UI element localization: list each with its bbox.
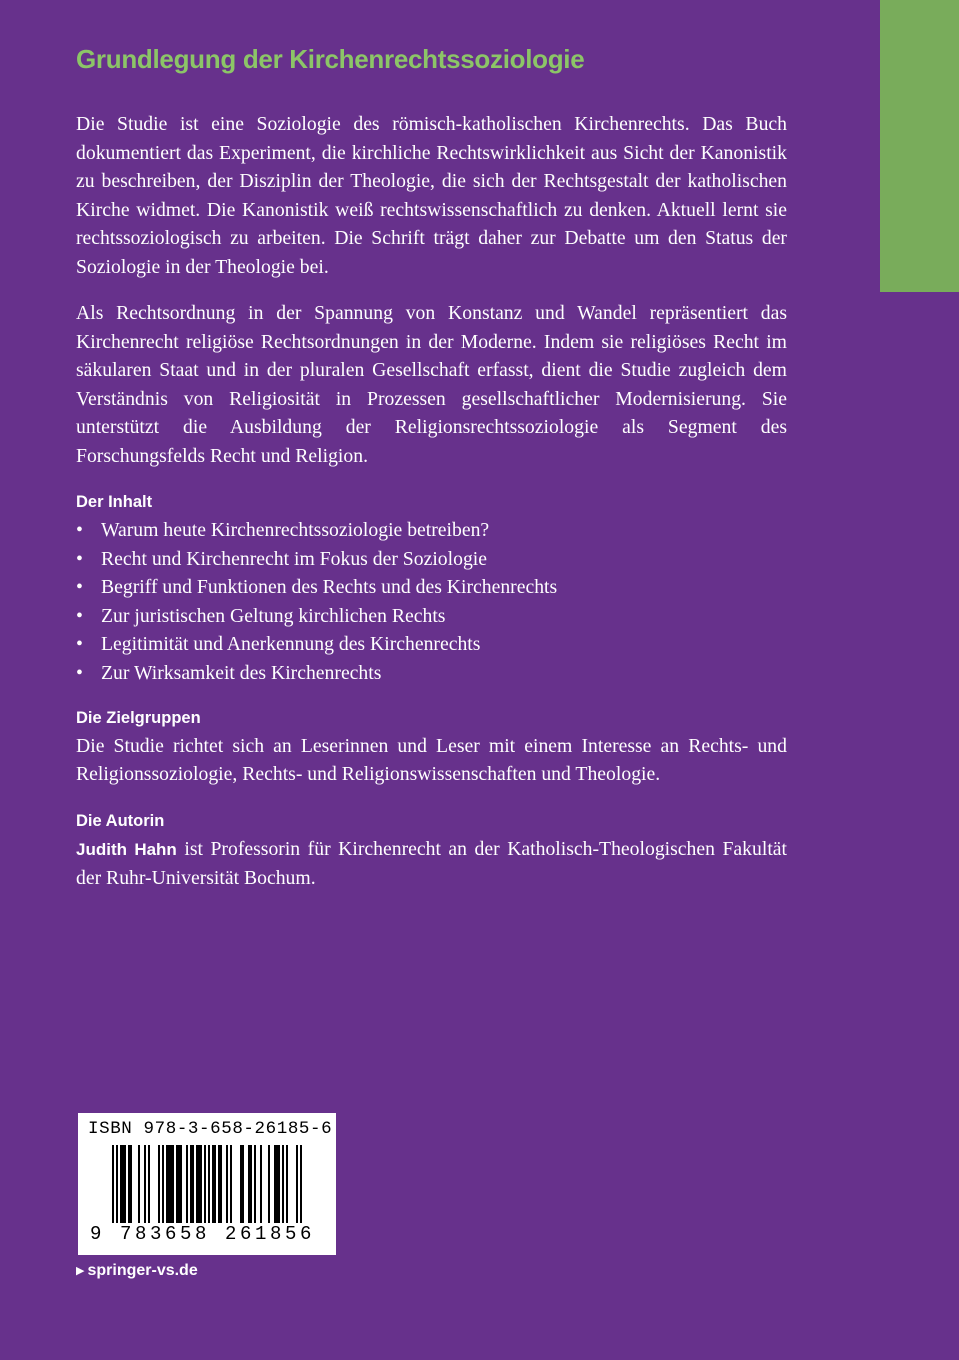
isbn-barcode xyxy=(78,1113,336,1255)
barcode-bar xyxy=(198,1145,200,1229)
publisher-link[interactable] xyxy=(76,1262,198,1280)
barcode-bar xyxy=(170,1145,172,1229)
barcode-bar xyxy=(168,1145,170,1229)
barcode-bar xyxy=(254,1145,256,1229)
barcode-bar xyxy=(172,1145,174,1229)
barcode-bar xyxy=(248,1145,250,1229)
zielgruppen-section xyxy=(76,704,787,789)
autorin-text xyxy=(76,835,787,893)
barcode-bar xyxy=(176,1145,178,1229)
barcode-bar xyxy=(138,1145,140,1229)
bullet-icon: • xyxy=(76,576,83,599)
list-item: • Legitimität und Anerkennung des Kirchenrechts xyxy=(76,630,787,659)
barcode-bar xyxy=(192,1145,194,1229)
barcode-bar xyxy=(282,1145,284,1229)
autorin-section xyxy=(76,807,787,893)
barcode-bar xyxy=(122,1145,124,1229)
bullet-icon: • xyxy=(76,633,83,656)
barcode-bar xyxy=(212,1145,214,1229)
zielgruppen-text: Die Studie richtet sich an Leserinnen und Leser mit einem Interesse an Rechts- und Religionssoziologie, Rechts- und Religionswissenschaften und Theologie. xyxy=(76,734,787,786)
barcode-bar xyxy=(124,1145,126,1229)
list-item: • Zur Wirksamkeit des Kirchenrechts xyxy=(76,659,787,688)
inhalt-section xyxy=(76,488,787,688)
barcode-bar xyxy=(240,1145,242,1229)
inhalt-heading: Der Inhalt xyxy=(76,493,153,511)
book-title: Grundlegung der Kirchenrechtssoziologie xyxy=(76,44,585,74)
barcode-bar xyxy=(250,1145,252,1229)
barcode-bar xyxy=(214,1145,216,1229)
barcode-bar xyxy=(226,1145,228,1229)
barcode-bar xyxy=(220,1145,222,1229)
autorin-heading: Die Autorin xyxy=(76,811,165,830)
barcode-bar xyxy=(180,1145,182,1229)
barcode-bar xyxy=(120,1145,122,1229)
barcode-bar xyxy=(196,1145,198,1229)
list-item: • Begriff und Funktionen des Rechts und des Kirchenrechts xyxy=(76,573,787,602)
intro-paragraph-1: Die Studie ist eine Soziologie des römisch-katholischen Kirchenrechts. Das Buch dokumentiert das Experiment, die kirchliche Rechtswirklichkeit aus Sicht der Kanonistik zu beschreiben, der Disziplin der Theologie, die sich der Rechtsgestalt der katholischen Kirche widmet. Die Kanonistik weiß rechtswissenschaftlich zu denken. Aktuell lernt sie rechtssoziologisch zu arbeiten. Die Schrift trägt daher zur Debatte um den Status der Soziologie in der Theologie bei. xyxy=(76,113,787,278)
publisher-url: springer-vs.de xyxy=(87,1262,198,1279)
list-item: • Recht und Kirchenrecht im Fokus der Soziologie xyxy=(76,545,787,574)
barcode-bar xyxy=(274,1145,276,1229)
bullet-icon: • xyxy=(76,604,83,627)
green-tab-accent xyxy=(880,0,959,292)
bullet-icon: • xyxy=(76,661,83,684)
barcode-bar xyxy=(200,1145,202,1229)
bullet-icon: • xyxy=(76,547,83,570)
barcode-bar xyxy=(230,1145,232,1229)
play-arrow-icon: ▶ xyxy=(76,1265,85,1277)
barcode-bar xyxy=(276,1145,278,1229)
barcode-bar xyxy=(178,1145,180,1229)
barcode-bar xyxy=(162,1145,164,1229)
blurb-content xyxy=(76,110,787,911)
intro-paragraph-2: Als Rechtsordnung in der Spannung von Konstanz und Wandel repräsentiert das Kirchenrecht religiöse Rechtsordnungen in der Moderne. Indem sie religiöses Recht im säkularen Staat und in der pluralen Gesellschaft erfasst, dient die Studie zugleich dem Verständnis von Religiosität in Prozessen gesellschaftlicher Modernisierung. Sie unterstützt die Ausbildung der Religionsrechtssoziologie als Segment des Forschungsfelds Recht und Religion. xyxy=(76,302,787,467)
barcode-bar xyxy=(218,1145,220,1229)
barcode-bar xyxy=(260,1145,262,1229)
zielgruppen-heading: Die Zielgruppen xyxy=(76,708,201,727)
barcode-bar xyxy=(166,1145,168,1229)
barcode-bar xyxy=(148,1145,150,1229)
barcode-bar xyxy=(190,1145,192,1229)
barcode-bar xyxy=(278,1145,280,1229)
author-bio: ist Professorin für Kirchenrecht an der Katholisch-Theologischen Fakultät der Ruhr-Universität Bochum. xyxy=(76,837,787,890)
list-item: • Warum heute Kirchenrechtssoziologie betreiben? xyxy=(76,516,787,545)
barcode-digits: 9 783658 261856 xyxy=(90,1223,316,1245)
barcode-bar xyxy=(286,1145,288,1229)
barcode-bar xyxy=(186,1145,188,1229)
barcode-bar xyxy=(130,1145,132,1229)
bullet-icon: • xyxy=(76,519,83,541)
barcode-bar xyxy=(158,1145,160,1229)
barcode-bar xyxy=(268,1145,270,1229)
barcode-bar xyxy=(242,1145,244,1229)
inhalt-list xyxy=(76,516,787,688)
barcode-bar xyxy=(144,1145,146,1229)
list-item: • Zur juristischen Geltung kirchlichen Rechts xyxy=(76,602,787,631)
author-name: Judith Hahn xyxy=(76,839,177,859)
barcode-bar xyxy=(128,1145,130,1229)
isbn-label: ISBN 978-3-658-26185-6 xyxy=(88,1119,333,1139)
